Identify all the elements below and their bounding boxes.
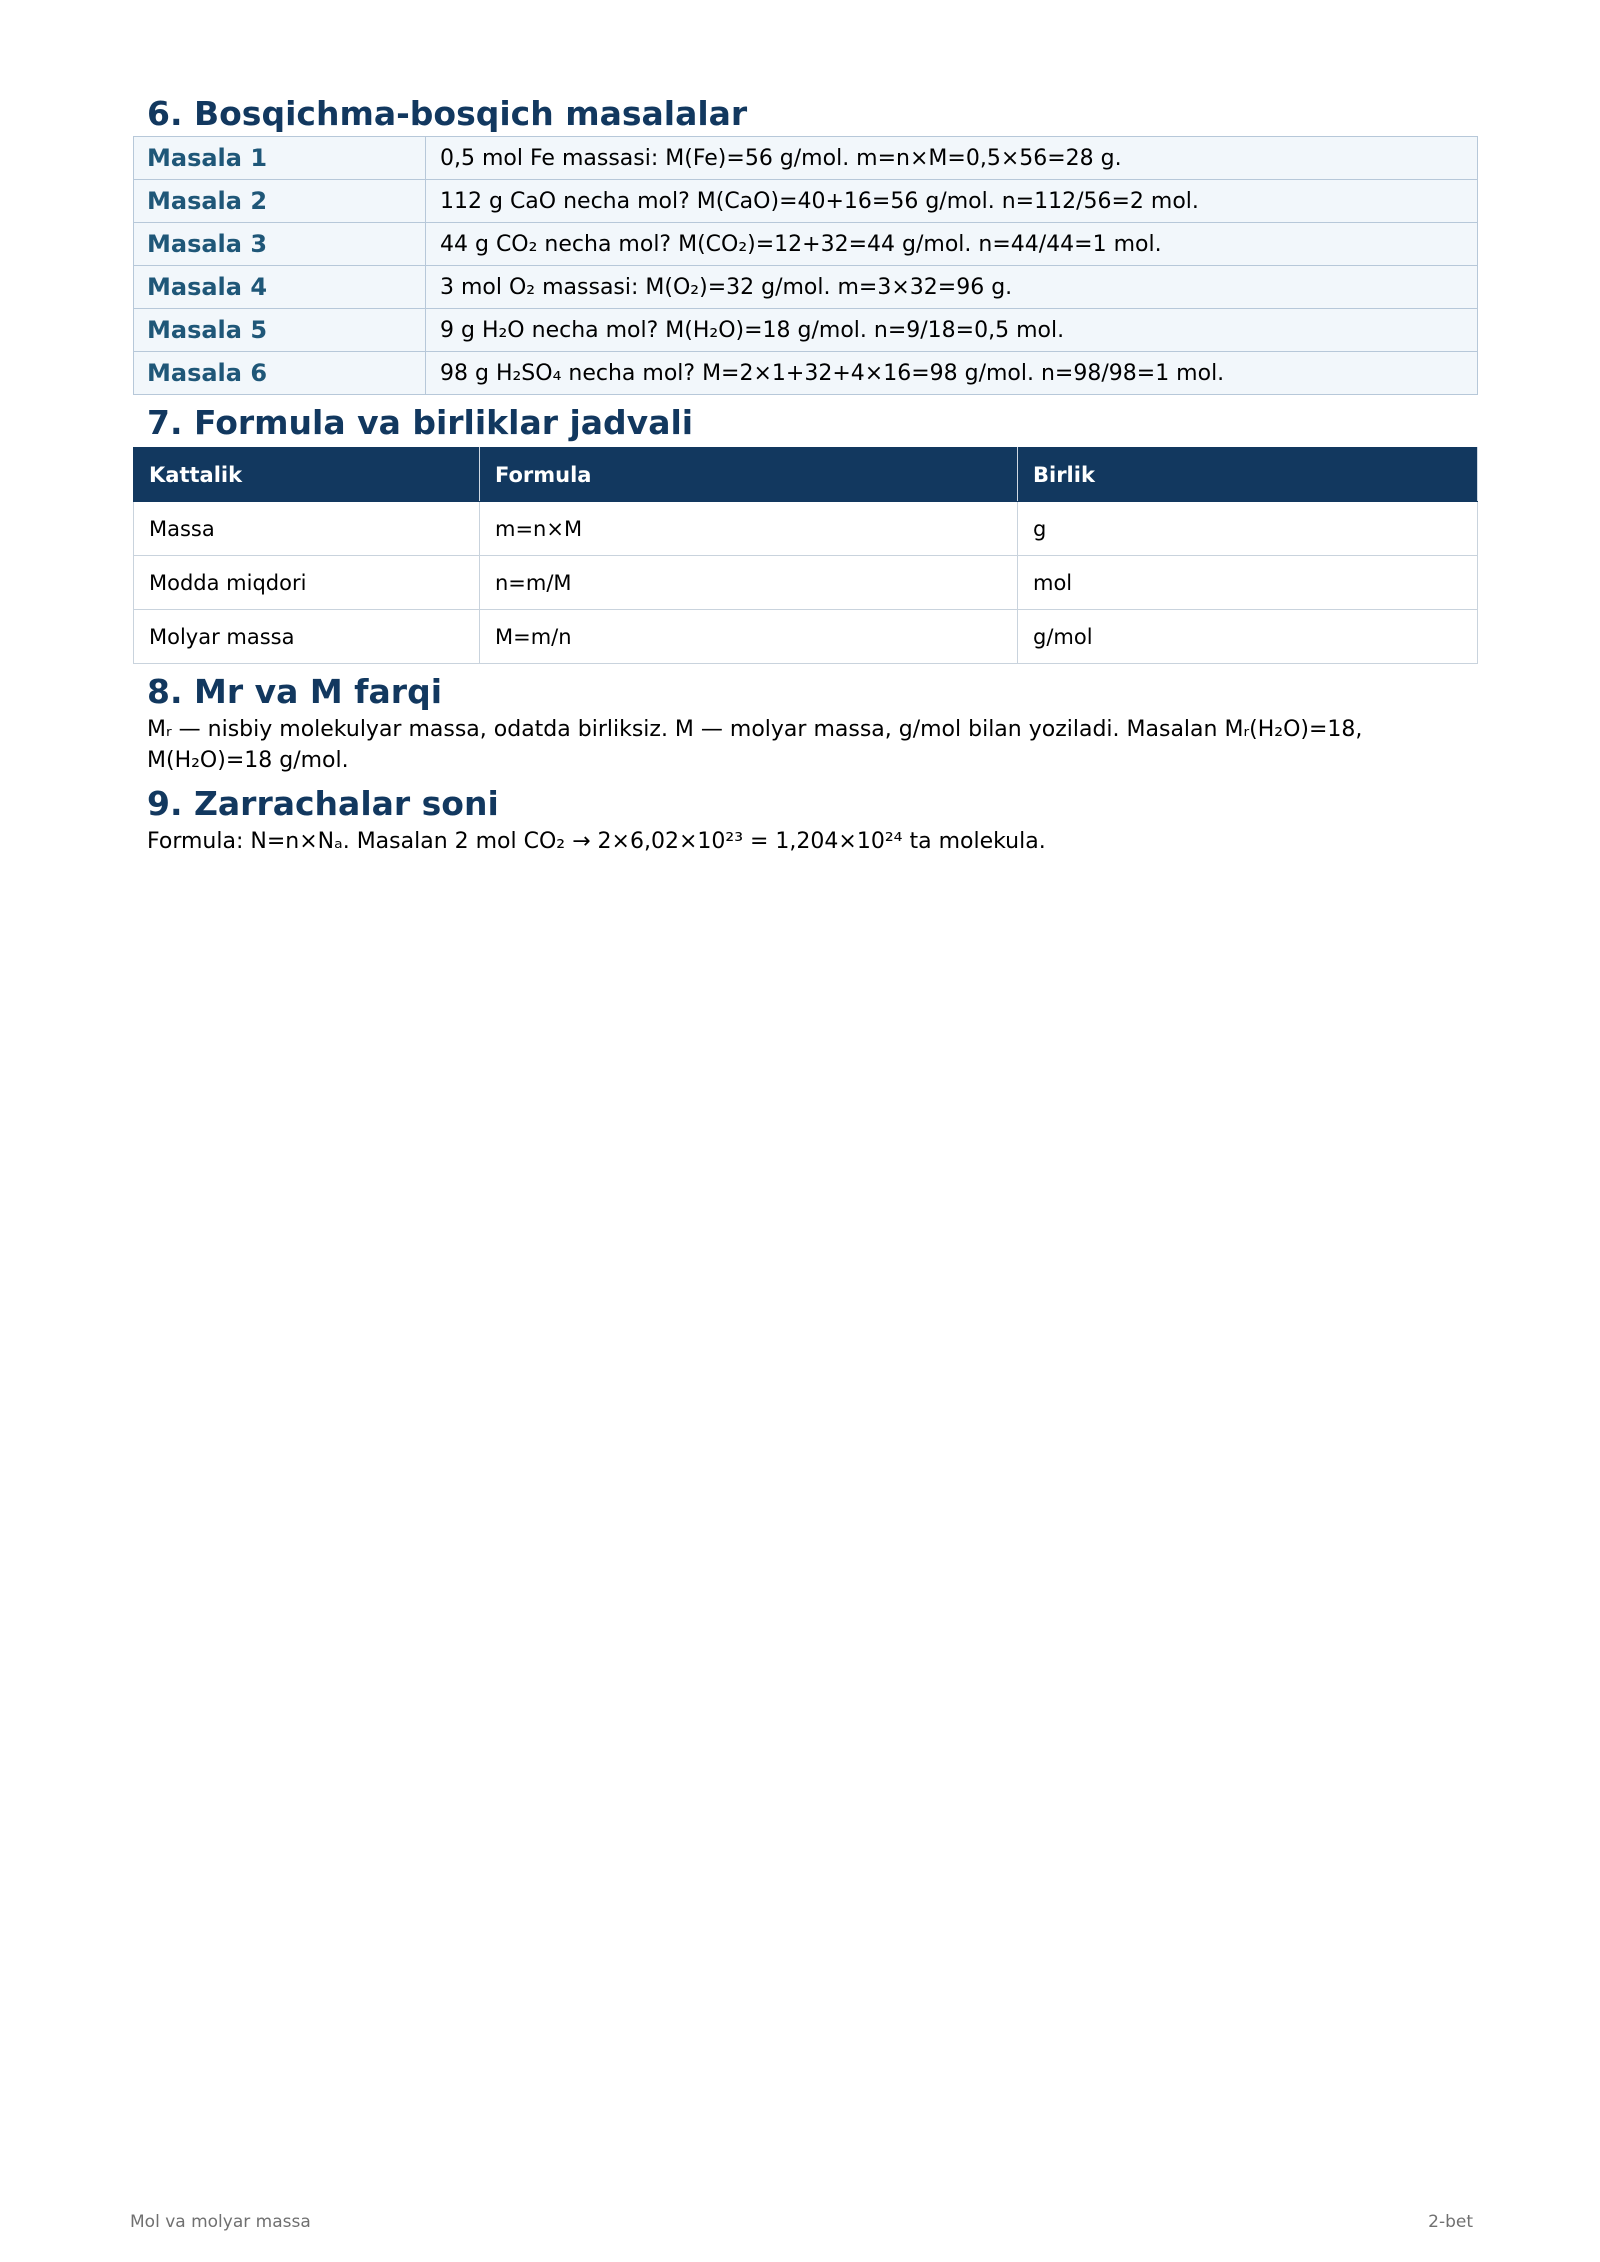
table-cell: M=m/n — [480, 610, 1018, 664]
document-page — [133, 92, 1478, 857]
problem-label: Masala 6 — [134, 352, 426, 395]
table-cell: Molyar massa — [134, 610, 480, 664]
problem-text: 3 mol O₂ massasi: M(O₂)=32 g/mol. m=3×32=96 g. — [426, 266, 1478, 309]
formula-units-table — [133, 447, 1478, 664]
problem-label: Masala 5 — [134, 309, 426, 352]
column-header: Kattalik — [134, 448, 480, 502]
table-cell: g — [1018, 502, 1478, 556]
column-header: Formula — [480, 448, 1018, 502]
section-8-heading: 8. Mr va M farqi — [147, 672, 443, 711]
table-row — [134, 137, 1478, 180]
table-row — [134, 610, 1478, 664]
problem-text: 98 g H₂SO₄ necha mol? M=2×1+32+4×16=98 g/mol. n=98/98=1 mol. — [426, 352, 1478, 395]
footer-title: Mol va molyar massa — [130, 2212, 311, 2232]
table-row — [134, 502, 1478, 556]
section-8-paragraph: Mᵣ — nisbiy molekulyar massa, odatda birliksiz. M — molyar massa, g/mol bilan yoziladi. Masalan Mᵣ(H₂O)=18, M(H₂O)=18 g/mol. — [147, 717, 1363, 773]
problem-text: 112 g CaO necha mol? M(CaO)=40+16=56 g/mol. n=112/56=2 mol. — [426, 180, 1478, 223]
section-6-heading: 6. Bosqichma-bosqich masalalar — [147, 94, 748, 133]
table-cell: g/mol — [1018, 610, 1478, 664]
problem-text: 9 g H₂O necha mol? M(H₂O)=18 g/mol. n=9/18=0,5 mol. — [426, 309, 1478, 352]
table-cell: mol — [1018, 556, 1478, 610]
column-header: Birlik — [1018, 448, 1478, 502]
section-9-paragraph: Formula: N=n×Nₐ. Masalan 2 mol CO₂ → 2×6,02×10²³ = 1,204×10²⁴ ta molekula. — [147, 829, 1046, 854]
problem-text: 44 g CO₂ necha mol? M(CO₂)=12+32=44 g/mol. n=44/44=1 mol. — [426, 223, 1478, 266]
table-cell: Massa — [134, 502, 480, 556]
footer-page-number: 2-bet — [1428, 2212, 1473, 2232]
table-row — [134, 180, 1478, 223]
table-header-row — [134, 448, 1478, 502]
table-row — [134, 352, 1478, 395]
problem-label: Masala 4 — [134, 266, 426, 309]
problem-label: Masala 2 — [134, 180, 426, 223]
step-problems-table — [133, 136, 1478, 395]
table-row — [134, 266, 1478, 309]
section-7-heading: 7. Formula va birliklar jadvali — [147, 403, 694, 442]
section-9-heading: 9. Zarrachalar soni — [147, 784, 499, 823]
problem-label: Masala 3 — [134, 223, 426, 266]
problem-text: 0,5 mol Fe massasi: M(Fe)=56 g/mol. m=n×M=0,5×56=28 g. — [426, 137, 1478, 180]
table-cell: m=n×M — [480, 502, 1018, 556]
table-cell: Modda miqdori — [134, 556, 480, 610]
problem-label: Masala 1 — [134, 137, 426, 180]
table-row — [134, 556, 1478, 610]
table-cell: n=m/M — [480, 556, 1018, 610]
table-row — [134, 223, 1478, 266]
table-row — [134, 309, 1478, 352]
